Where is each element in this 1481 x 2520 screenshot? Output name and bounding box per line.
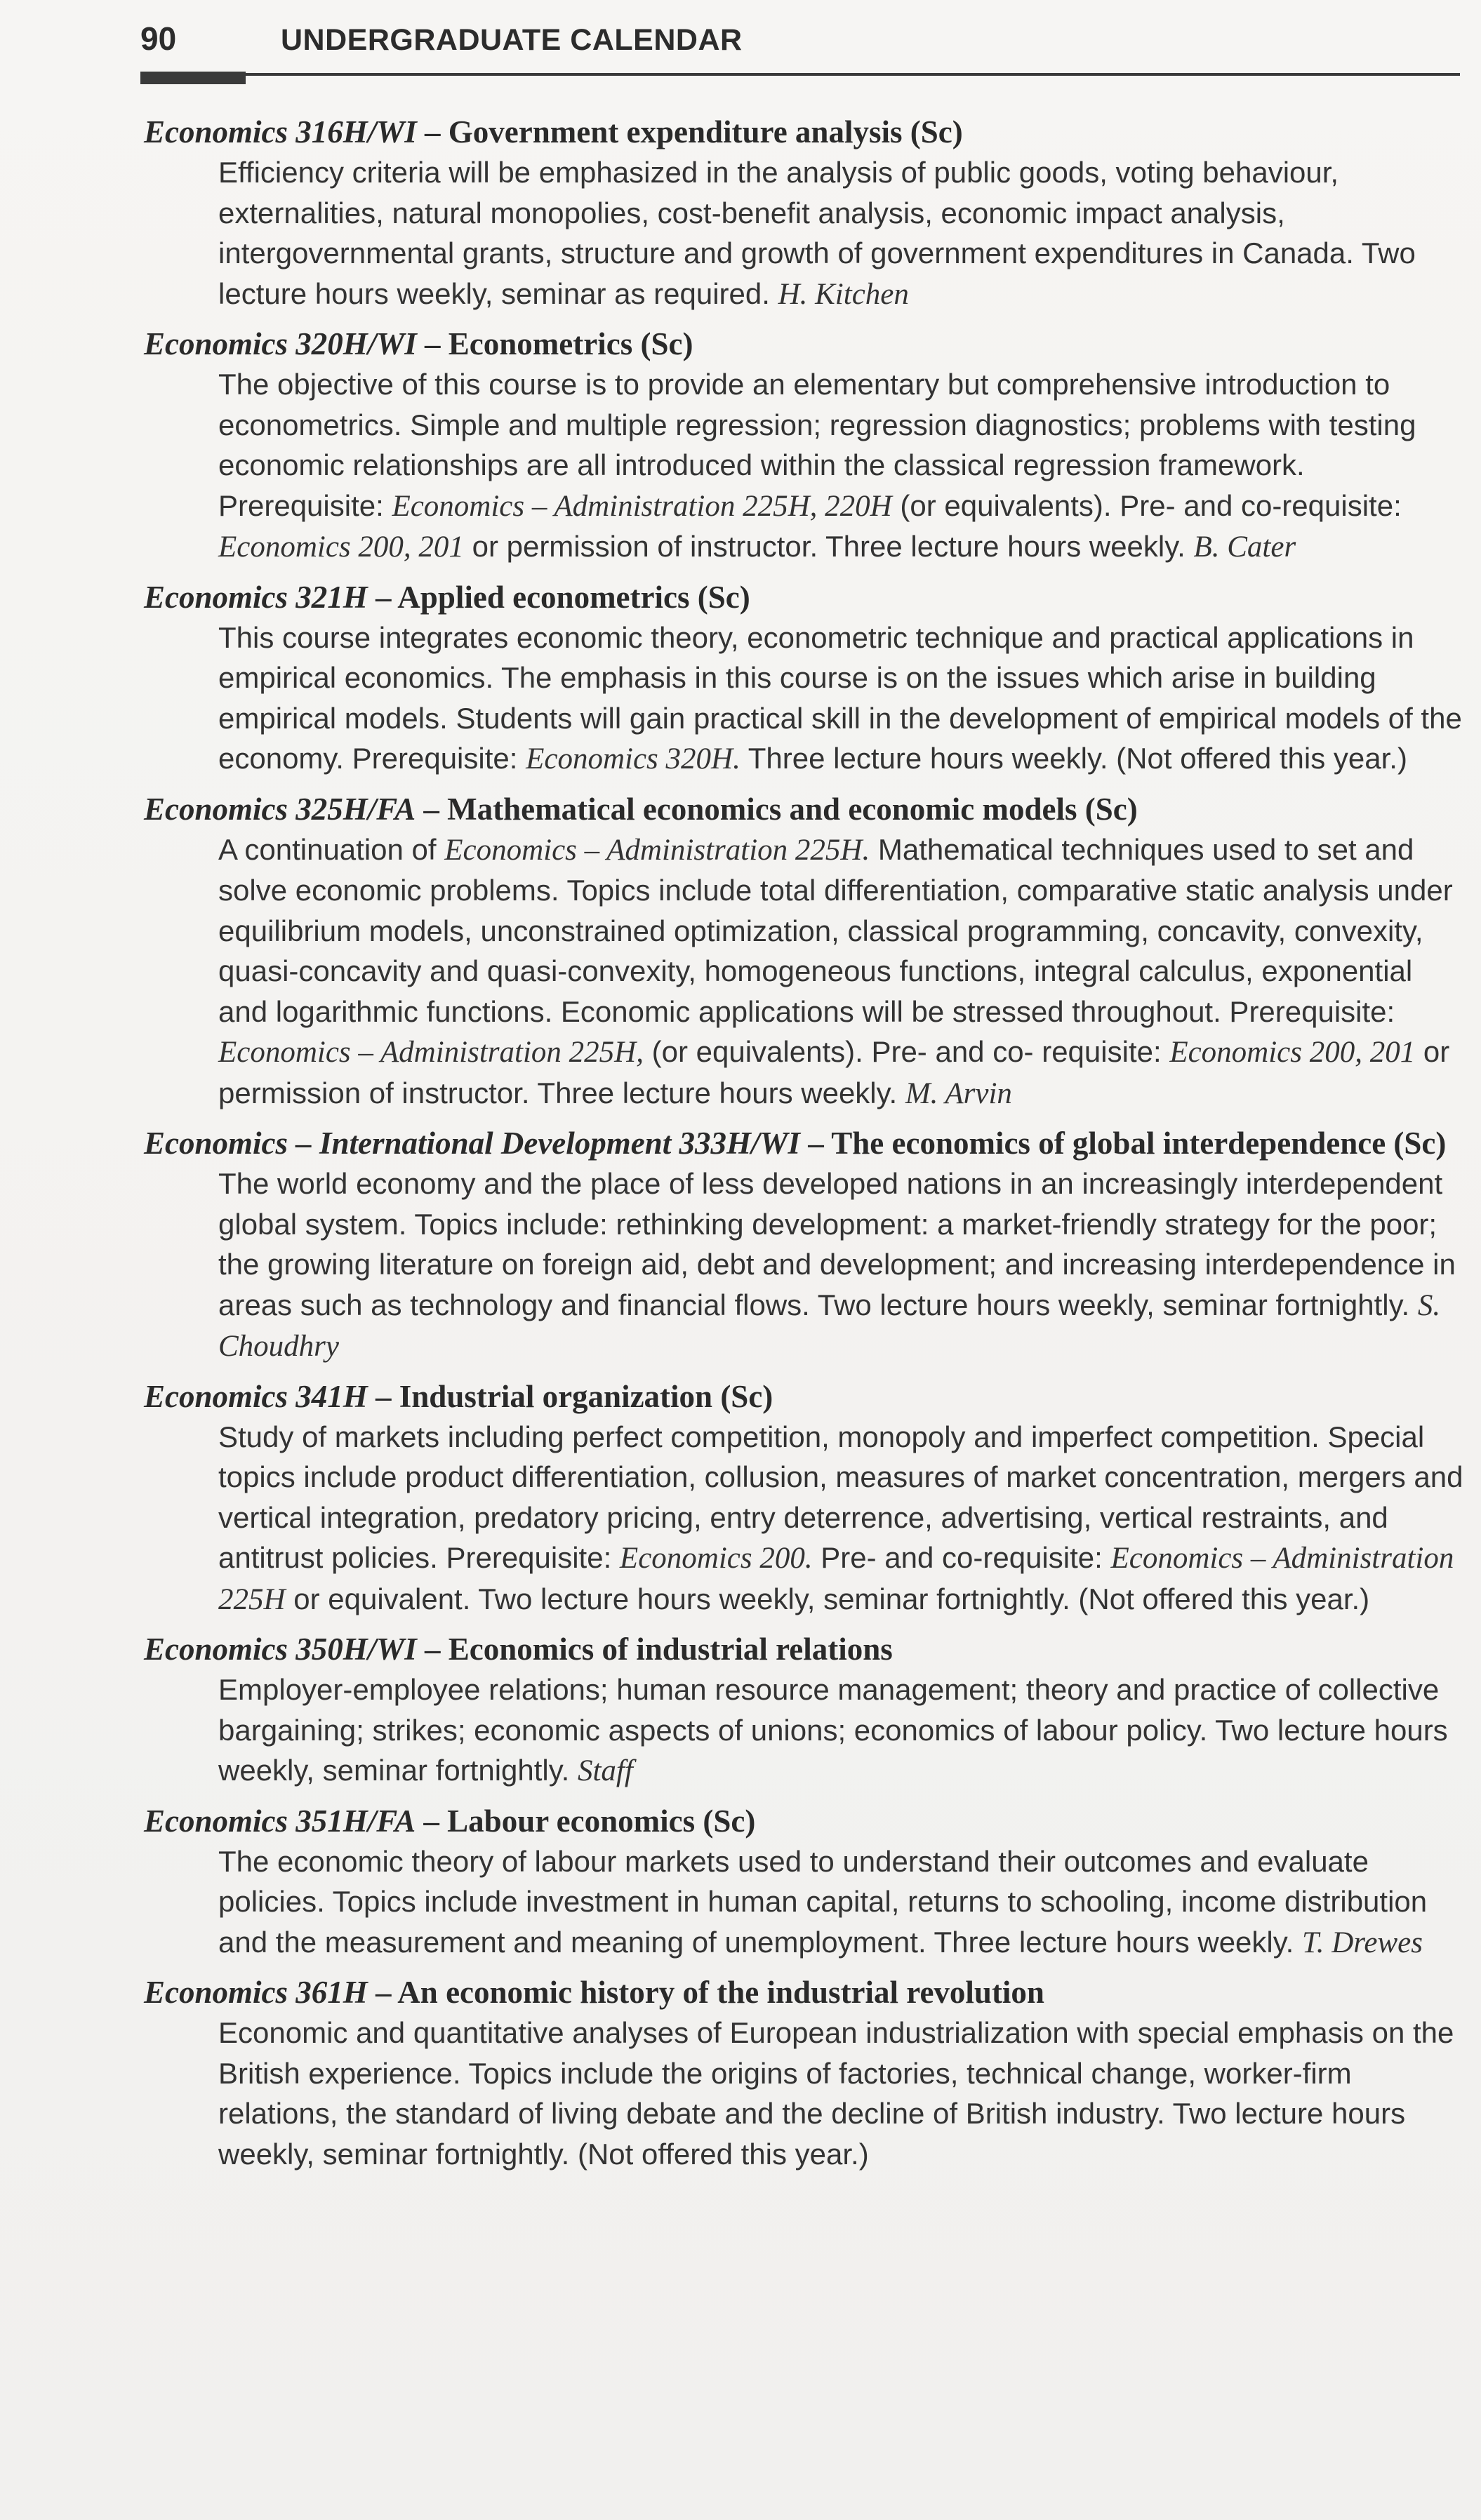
course-code: Economics 341H (144, 1378, 368, 1414)
course-title: Economics of industrial relations (448, 1632, 893, 1667)
course-entry (144, 112, 1463, 314)
italic-reference: Economics – Administration 225H, (218, 1036, 644, 1069)
course-heading (144, 578, 1463, 618)
italic-reference: Economics 200. (619, 1542, 813, 1575)
course-heading-dash: – (416, 791, 448, 827)
course-title: Government expenditure analysis (Sc) (448, 114, 963, 149)
course-title: The economics of global interdependence (Sc) (831, 1126, 1447, 1161)
italic-reference: Economics 200, 201 (1169, 1036, 1416, 1069)
course-description (218, 1417, 1463, 1620)
course-description (218, 152, 1463, 314)
italic-reference: Staff (577, 1754, 633, 1787)
description-text: Employer-employee relations; human resource management; theory and practice of collective bargaining; strikes; economic aspects of unions; economics of labour policy. Two lecture hours weekly, seminar fortnightly. (218, 1673, 1448, 1787)
header-rule-accent (140, 72, 246, 84)
italic-reference: Economics – Administration 225H (218, 1542, 1454, 1616)
italic-reference: M. Arvin (905, 1076, 1012, 1110)
description-text: The world economy and the place of less developed nations in an increasingly interdependent global system. Topics include: rethinking development: a market-friendly strategy for the poor; the growing literature on foreign aid, debt and development; and increasing interdependence in areas such as technology and financial flows. Two lecture hours weekly, seminar fortnightly. (218, 1167, 1456, 1321)
course-heading-dash: – (416, 1632, 449, 1667)
course-title: An economic history of the industrial revolution (397, 1975, 1044, 2010)
running-header (140, 20, 1460, 69)
course-description (218, 1841, 1463, 1964)
course-heading-dash: – (416, 326, 449, 361)
course-entry (144, 789, 1463, 1114)
calendar-title: UNDERGRADUATE CALENDAR (281, 23, 743, 57)
course-description (218, 1669, 1463, 1792)
course-heading (144, 112, 1463, 152)
description-text: Pre- and co-requisite: (812, 1541, 1111, 1574)
description-text: or permission of instructor. Three lecture hours weekly. (463, 530, 1194, 563)
description-text: Efficiency criteria will be emphasized in the analysis of public goods, voting behaviour, externalities, natural monopolies, cost-benefit analysis, economic impact analysis, intergovernmental grants, structure and growth of government expenditures in Canada. Two lecture hours weekly, seminar as required. (218, 156, 1416, 310)
description-text: The objective of this course is to provide an elementary but comprehensive introduction to econometrics. Simple and multiple regression; regression diagnostics; problems with testing economic relationships are all introduced within the classical regression framework. Prerequisite: (218, 368, 1416, 522)
course-description (218, 364, 1463, 568)
course-heading-dash: – (367, 1378, 399, 1414)
course-code: Economics 350H/WI (144, 1632, 417, 1667)
course-heading (144, 1801, 1463, 1841)
course-list (144, 112, 1463, 2184)
header-rule (140, 73, 1460, 76)
course-title: Applied econometrics (Sc) (397, 579, 750, 615)
description-text: Study of markets including perfect competition, monopoly and imperfect competition. Special topics include product differentiation, collusion, measures of market concentration, mergers and vertical integration, predatory pricing, entry deterrence, advertising, vertical restraints, and antitrust policies. Prerequisite: (218, 1420, 1463, 1574)
description-text: (or equivalents). Pre- and co-requisite: (891, 488, 1402, 522)
italic-reference: B. Cater (1193, 531, 1296, 564)
course-description (218, 1164, 1463, 1367)
course-heading (144, 324, 1463, 364)
description-text: or equivalent. Two lecture hours weekly, seminar fortnightly. (Not offered this year.) (285, 1582, 1370, 1615)
description-text: or permission of instructor. Three lecture hours weekly. (218, 1035, 1450, 1109)
course-code: Economics 316H/WI (144, 114, 417, 149)
course-heading (144, 1377, 1463, 1417)
course-title: Labour economics (Sc) (447, 1803, 756, 1839)
description-text: The economic theory of labour markets used to understand their outcomes and evaluate policies. Topics include investment in human capital, returns to schooling, income distribution and the measurement and meaning of unemployment. Three lecture hours weekly. (218, 1844, 1428, 1959)
description-text: Economic and quantitative analyses of European industrialization with special emphasis on the British experience. Topics include the origins of factories, technical change, worker-firm relations, the standard of living debate and the decline of British industry. Two lecture hours weekly, seminar fortnightly. (Not offered this year.) (218, 2016, 1454, 2171)
course-entry (144, 1973, 1463, 2174)
italic-reference: Economics 200, 201 (218, 531, 464, 564)
course-heading-dash: – (416, 114, 449, 149)
course-heading (144, 1629, 1463, 1669)
course-description (218, 618, 1463, 780)
course-code: Economics 361H (144, 1975, 368, 2010)
course-code: Economics – International Development 333H/WI (144, 1126, 801, 1161)
course-title: Mathematical economics and economic models (Sc) (447, 791, 1138, 827)
course-heading (144, 789, 1463, 829)
description-text: Three lecture hours weekly. (Not offered this year.) (740, 742, 1407, 775)
course-description (218, 2013, 1463, 2174)
italic-reference: Economics – Administration 225H. (444, 833, 870, 867)
course-title: Industrial organization (Sc) (399, 1378, 773, 1414)
course-code: Economics 320H/WI (144, 326, 417, 361)
description-text: A continuation of (218, 832, 445, 866)
course-entry (144, 1629, 1463, 1792)
italic-reference: H. Kitchen (778, 277, 909, 311)
italic-reference: Economics 320H. (526, 742, 740, 775)
course-code: Economics 321H (144, 579, 368, 615)
course-title: Econometrics (Sc) (448, 326, 693, 361)
italic-reference: Economics – Administration 225H, 220H (392, 489, 892, 523)
course-heading-dash: – (367, 579, 398, 615)
course-code: Economics 325H/FA (144, 791, 416, 827)
course-heading (144, 1973, 1463, 2013)
course-heading-dash: – (416, 1803, 448, 1839)
course-heading-dash: – (800, 1126, 832, 1161)
course-entry (144, 1124, 1463, 1367)
course-description (218, 829, 1463, 1114)
course-entry (144, 1801, 1463, 1964)
italic-reference: S. Choudhry (218, 1288, 1441, 1363)
description-text: (or equivalents). Pre- and co- requisite: (643, 1035, 1170, 1068)
course-entry (144, 324, 1463, 568)
course-entry (144, 1377, 1463, 1620)
course-entry (144, 578, 1463, 780)
page-number: 90 (140, 20, 177, 57)
course-code: Economics 351H/FA (144, 1803, 416, 1839)
course-heading (144, 1124, 1463, 1164)
description-text: Mathematical techniques used to set and solve economic problems. Topics include total differentiation, comparative static analysis under equilibrium models, unconstrained optimization, classical programming, concavity, convexity, quasi-concavity and quasi-convexity, homogeneous functions, integral calculus, exponential and logarithmic functions. Economic applications will be stressed throughout. Prerequisite: (218, 832, 1453, 1028)
course-heading-dash: – (367, 1975, 398, 2010)
description-text: This course integrates economic theory, econometric technique and practical applications in empirical economics. The emphasis in this course is on the issues which arise in building empirical models. Students will gain practical skill in the development of empirical models of the economy. Prerequisite: (218, 620, 1462, 775)
italic-reference: T. Drewes (1301, 1926, 1423, 1959)
